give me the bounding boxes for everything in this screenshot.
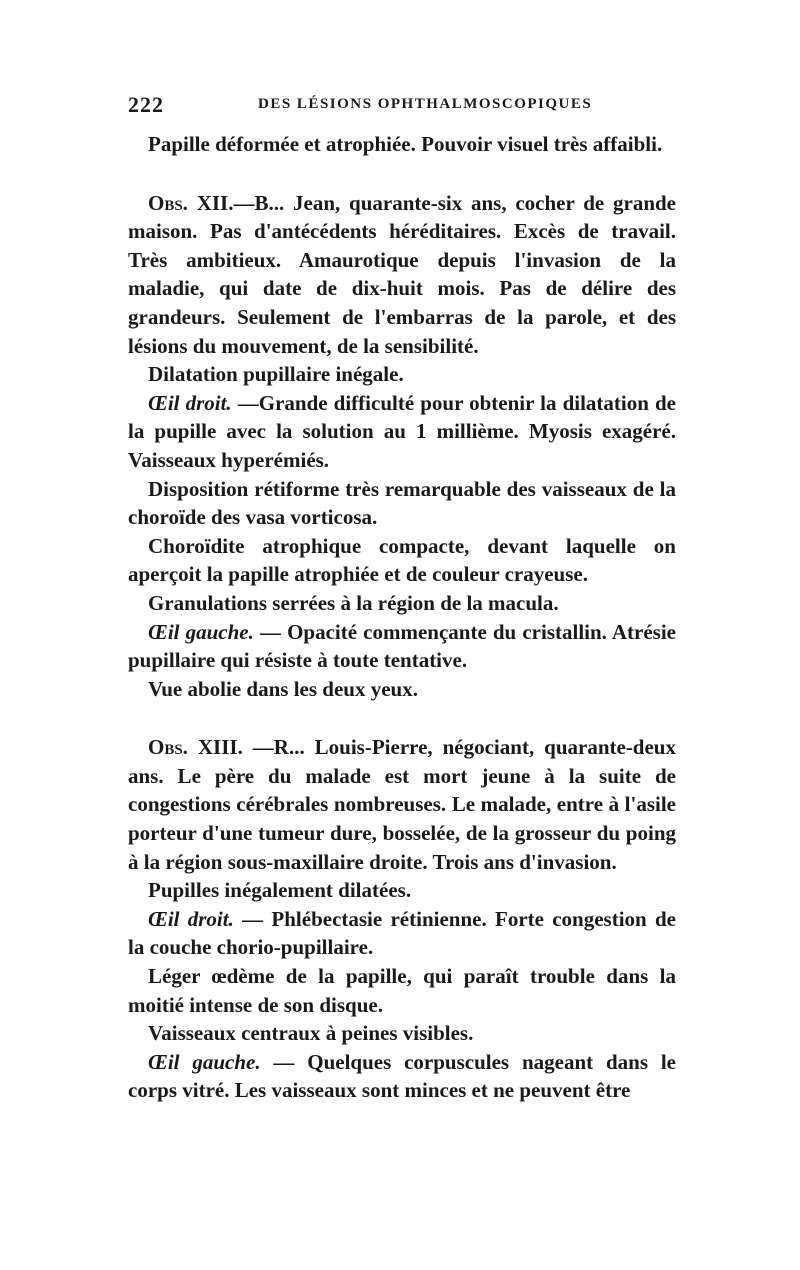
paragraph: Papille déformée et atrophiée. Pouvoir visuel très affaibli. (148, 132, 663, 156)
observation-13 (128, 733, 676, 876)
paragraph: Œil droit. — Phlébectasie rétinienne. Forte congestion de la couche chorio-pupillaire. (128, 906, 676, 960)
page-header (128, 92, 688, 118)
obs-label: Obs. (148, 735, 188, 760)
paragraph: Œil gauche. — Quelques corpuscules nageant dans le corps vitré. Les vaisseaux sont minces et ne peuvent être (128, 1049, 676, 1103)
eye-label: Œil gauche. (148, 619, 254, 644)
paragraph: Choroïdite atrophique compacte, devant laquelle on aperçoit la papille atrophiée et de couleur crayeuse. (128, 533, 676, 587)
paragraph: Œil droit. —Grande difficulté pour obtenir la dilatation de la pupille avec la solution au 1 millième. Myosis exagéré. Vaisseaux hyperémiés. (128, 390, 676, 472)
obs-label: Obs. (148, 190, 188, 215)
obs-text: XIII. —R... Louis-Pierre, négociant, quarante-deux ans. Le père du malade est mort jeune à la suite de congestions cérébrales nombreuses. Le malade, entre à l'asile porteur d'une tumeur dure, bosselée, de la grosseur du poing à la région sous-maxillaire droite. Trois ans d'invasion. (128, 735, 676, 874)
paragraph: Granulations serrées à la région de la macula. (148, 590, 559, 615)
eye-label: Œil gauche. (148, 1049, 261, 1074)
eye-label: Œil droit. (148, 906, 234, 931)
paragraph: Pupilles inégalement dilatées. (148, 878, 412, 903)
paragraph: Œil gauche. — Opacité commençante du cristallin. Atrésie pupillaire qui résiste à toute tentative. (128, 619, 676, 673)
paragraph: Disposition rétiforme très remarquable des vaisseaux de la choroïde des vasa vorticosa. (128, 476, 676, 530)
page-number: 222 (128, 92, 164, 117)
obs-text: XII.—B... Jean, quarante-six ans, cocher de grande maison. Pas d'antécédents héréditaires. Excès de travail. Très ambitieux. Amaurotique depuis l'invasion de la maladie, qui date de dix-huit mois. Pas de délire des grandeurs. Seulement de l'embarras de la parole, et des lésions du mouvement, de la sensibilité. (128, 190, 676, 358)
paragraph: Dilatation pupillaire inégale. (148, 362, 404, 387)
eye-label: Œil droit. (148, 390, 232, 415)
paragraph: Vaisseaux centraux à peines visibles. (148, 1021, 474, 1046)
page-body (128, 130, 676, 1105)
running-title: DES LÉSIONS OPHTHALMOSCOPIQUES (258, 96, 593, 112)
observation-12 (128, 189, 676, 361)
paragraph: Léger œdème de la papille, qui paraît trouble dans la moitié intense de son disque. (128, 964, 676, 1017)
paragraph: Vue abolie dans les deux yeux. (148, 676, 418, 701)
